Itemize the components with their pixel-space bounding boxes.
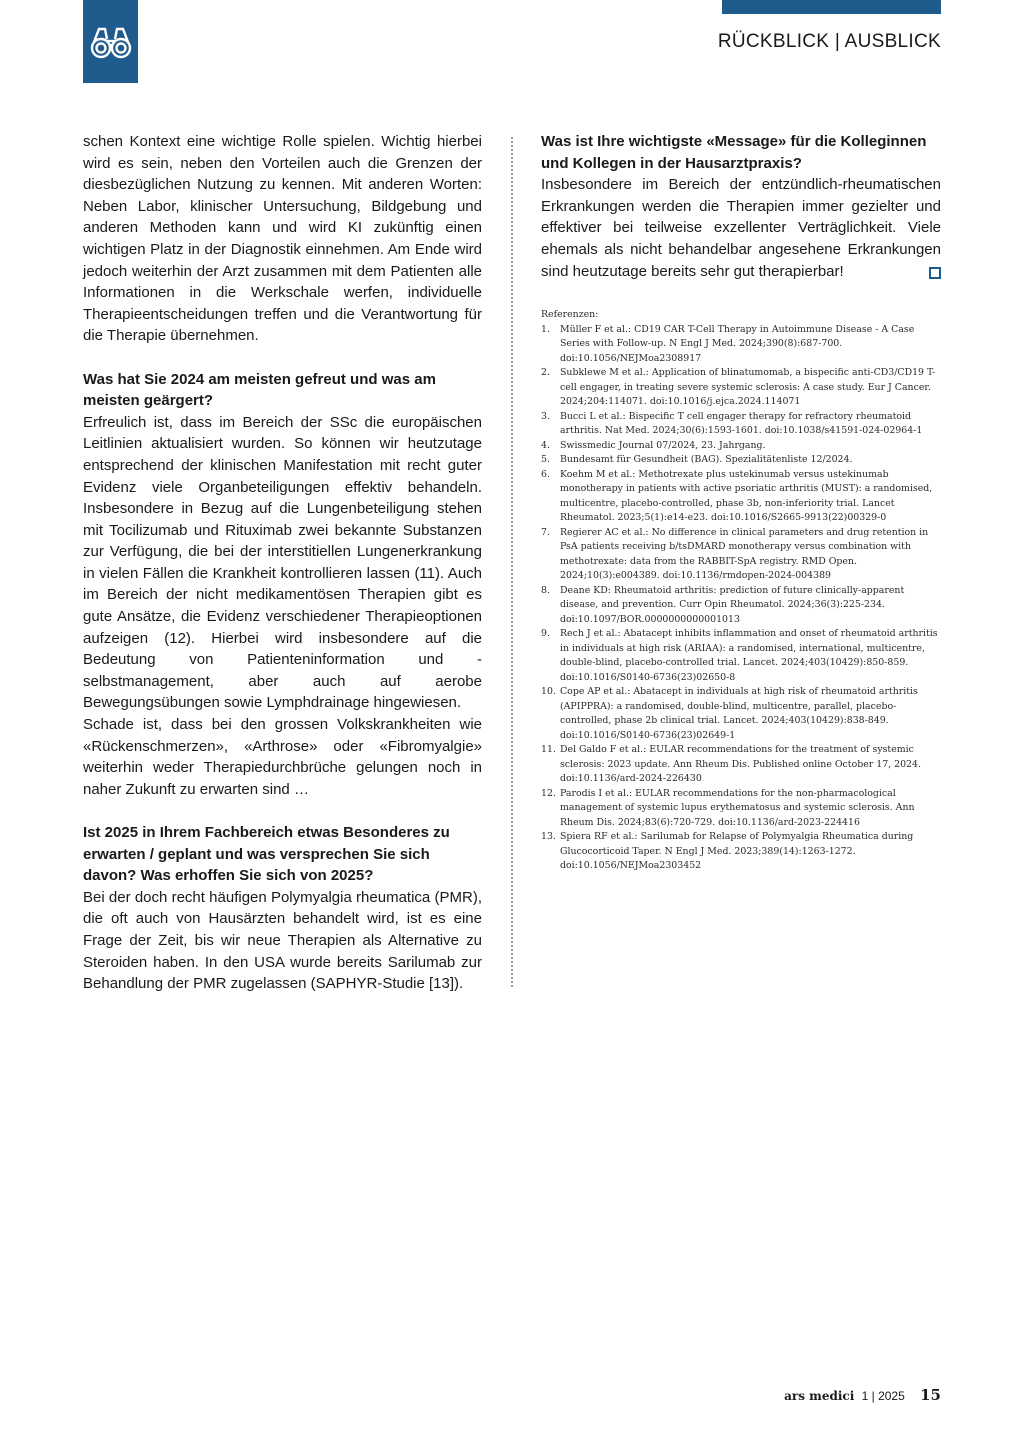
reference-number: 7. (541, 526, 550, 538)
magazine-name: ars medici (784, 1389, 855, 1403)
reference-text: Koehm M et al.: Methotrexate plus ustekinumab versus ustekinumab monotherapy in patients with active psoriatic arthritis (MUST): a randomised, multicentre, placebo-controlled, phase 3b, non-inferiority trial. Lancet Rheumatol. 2023;5(1):e14-e23. doi:10.1016/S2665-9913(22)00329-0 (560, 468, 933, 524)
reference-number: 4. (541, 439, 550, 451)
paragraph (541, 174, 941, 282)
reference-text: Regierer AC et al.: No difference in clinical parameters and drug retention in PsA patients receiving b/tsDMARD monotherapy versus combination with methotrexate: data from the RABBIT-SpA registry. RMD Open. 2024;10(3):e004389. doi:10.1136/rmdopen-2024-004389 (560, 526, 929, 582)
reference-number: 1. (541, 323, 550, 335)
references (541, 308, 941, 874)
reference-number: 13. (541, 831, 556, 843)
paragraph: Schade ist, dass bei den grossen Volkskrankheiten wie «Rückenschmerzen», «Arthrose» oder «Fibromyalgie» weiterhin weder Therapiedurchbrüche gelungen noch in naher Zukunft zu erwarten sind … (83, 716, 482, 798)
reference-text: Bundesamt für Gesundheit (BAG). Spezialitätenliste 12/2024. (560, 454, 853, 466)
reference-text: Del Galdo F et al.: EULAR recommendations for the treatment of systemic sclerosis: 2023 update. Ann Rheum Dis. Published online October 17, 2024. doi:10.1136/ard-2024-226430 (560, 744, 921, 785)
reference-item (541, 323, 941, 367)
issue-number: 1 | 2025 (861, 1389, 905, 1403)
column-divider (511, 137, 513, 987)
question-heading: Ist 2025 in Ihrem Fachbereich etwas Besonderes zu erwarten / geplant und was versprechen Sie sich davon? Was erhoffen Sie sich von 2025? (83, 824, 450, 885)
reference-text: Rech J et al.: Abatacept inhibits inflammation and onset of rheumatoid arthritis in individuals at high risk (ARIAA): a randomised, international, multicentre, double-blind, placebo-controlled trial. Lancet. 2024;403(10429):850-859. doi:10.1016/S0140-6736(23)02650-8 (560, 628, 938, 683)
reference-item (541, 584, 941, 628)
reference-number: 5. (541, 454, 550, 466)
paragraph: Erfreulich ist, dass im Bereich der SSc die europäischen Leitlinien aktualisiert wurden. So können wir heutzutage entsprechend der klinischen Manifestation mit recht guter Evidenz viele Organbeteiligungen effektiv behandeln. Insbesondere in Bezug auf die Lungenbeteiligung stehen mit Tocilizumab und Rituximab zwei bekannte Substanzen zur Verfügung, die bei der interstitiellen Lungenerkrankung in vielen Fällen die Krankheit kontrollieren lassen (11). Auch im Bereich der nicht medikamentösen Therapien gibt es gute Ansätze, die Evidenz verschiedener Therapieoptionen aufzeigen (12). Hierbei wird insbesondere auf die Bedeutung von Patienteninformation und -selbstmanagement, aber auch auf aerobe Bewegungsübungen sowie Lymphdrainage hingewiesen. (83, 413, 482, 712)
binoculars-icon (90, 22, 132, 62)
reference-text: Deane KD: Rheumatoid arthritis: prediction of future clinically-apparent disease, and prevention. Curr Opin Rheumatol. 2024;36(3):225-234. doi:10.1097/BOR.0000000000001013 (560, 584, 905, 625)
references-title: Referenzen: (541, 309, 599, 321)
references-list (541, 323, 941, 874)
page-footer (784, 1386, 941, 1404)
page-number: 15 (920, 1386, 941, 1404)
reference-item (541, 526, 941, 584)
reference-text: Swissmedic Journal 07/2024, 23. Jahrgang. (560, 439, 766, 451)
question-heading: Was ist Ihre wichtigste «Message» für die Kolleginnen und Kollegen in der Hausarztpraxis? (541, 133, 927, 172)
paragraph: schen Kontext eine wichtige Rolle spielen. Wichtig hierbei wird es sein, neben den Vorteilen auch die Grenzen der diesbezüglichen Nutzung zu kennen. Mit anderen Worten: Neben Labor, klinischer Untersuchung, Bildgebung und anderen Methoden kann und wird KI zukünftig einen wichtigen Platz in der Diagnostik einnehmen. Am Ende wird jedoch weiterhin der Arzt zusammen mit dem Patienten alle Informationen in die Werkschale werfen, individuelle Therapieentscheidungen treffen und die Verantwortung für die Therapie übernehmen. (83, 133, 482, 345)
reference-text: Subklewe M et al.: Application of blinatumomab, a bispecific anti-CD3/CD19 T-cell engager, in treating severe systemic sclerosis: A case study. Eur J Cancer. 2024;204:114071. doi:10.1016/j.ejca.2024.114071 (560, 367, 936, 408)
section-title: RÜCKBLICK | AUSBLICK (717, 31, 941, 52)
answer-text: Insbesondere im Bereich der entzündlich-rheumatischen Erkrankungen werden die Therapien immer gezielter und effektiver bei teilweise exzellenter Verträglichkeit. Viele ehemals als nicht behandelbar angesehene Erkrankungen sind heutzutage bereits sehr gut therapierbar! (541, 176, 941, 280)
reference-number: 9. (541, 628, 550, 640)
paragraph: Bei der doch recht häufigen Polymyalgia rheumatica (PMR), die oft auch von Hausärzten behandelt wird, ist es eine Frage der Zeit, bis wir neue Therapien als Alternative zu Steroiden haben. In den USA wurde bereits Sarilumab zur Behandlung der PMR zugelassen (SAPHYR-Studie [13]). (83, 888, 482, 993)
header-accent-bar (722, 0, 941, 14)
reference-item (541, 468, 941, 526)
question-heading: Was hat Sie 2024 am meisten gefreut und was am meisten geärgert? (83, 370, 436, 410)
reference-item (541, 439, 941, 454)
reference-number: 11. (541, 744, 556, 756)
reference-item (541, 627, 941, 685)
reference-text: Bucci L et al.: Bispecific T cell engager therapy for refractory rheumatoid arthritis. Nat Med. 2024;30(6):1593-1601. doi:10.1038/s41591-024-02964-1 (560, 410, 923, 437)
reference-number: 12. (541, 787, 556, 799)
reference-text: Cope AP et al.: Abatacept in individuals at high risk of rheumatoid arthritis (APIPPRA): a randomised, double-blind, multicentre, parallel, placebo-controlled, phase 2b clinical trial. Lancet. 2024;403(10429):838-849. doi:10.1016/S0140-6736(23)02649-1 (560, 686, 918, 741)
article-end-icon (929, 267, 941, 279)
reference-number: 10. (541, 686, 556, 698)
reference-item (541, 787, 941, 831)
reference-number: 8. (541, 584, 550, 596)
reference-item (541, 685, 941, 743)
reference-item (541, 366, 941, 410)
reference-item (541, 830, 941, 874)
right-column (541, 131, 941, 874)
left-column (83, 131, 482, 995)
reference-item (541, 410, 941, 439)
section-logo (83, 0, 138, 83)
reference-number: 6. (541, 468, 550, 480)
reference-item (541, 743, 941, 787)
reference-text: Parodis I et al.: EULAR recommendations for the non-pharmacological management of systemic lupus erythematosus and systemic sclerosis. Ann Rheum Dis. 2024;83(6):720-729. doi:10.1136/ard-2023-224416 (560, 787, 915, 828)
reference-text: Spiera RF et al.: Sarilumab for Relapse of Polymyalgia Rheumatica during Glucocorticoid Taper. N Engl J Med. 2023;389(14):1263-1272. doi:10.1056/NEJMoa2303452 (560, 831, 914, 872)
reference-number: 3. (541, 410, 550, 422)
reference-number: 2. (541, 367, 550, 379)
reference-text: Müller F et al.: CD19 CAR T-Cell Therapy in Autoimmune Disease - A Case Series with Follow-up. N Engl J Med. 2024;390(8):687-700. doi:10.1056/NEJMoa2308917 (560, 323, 915, 364)
reference-item (541, 453, 941, 468)
